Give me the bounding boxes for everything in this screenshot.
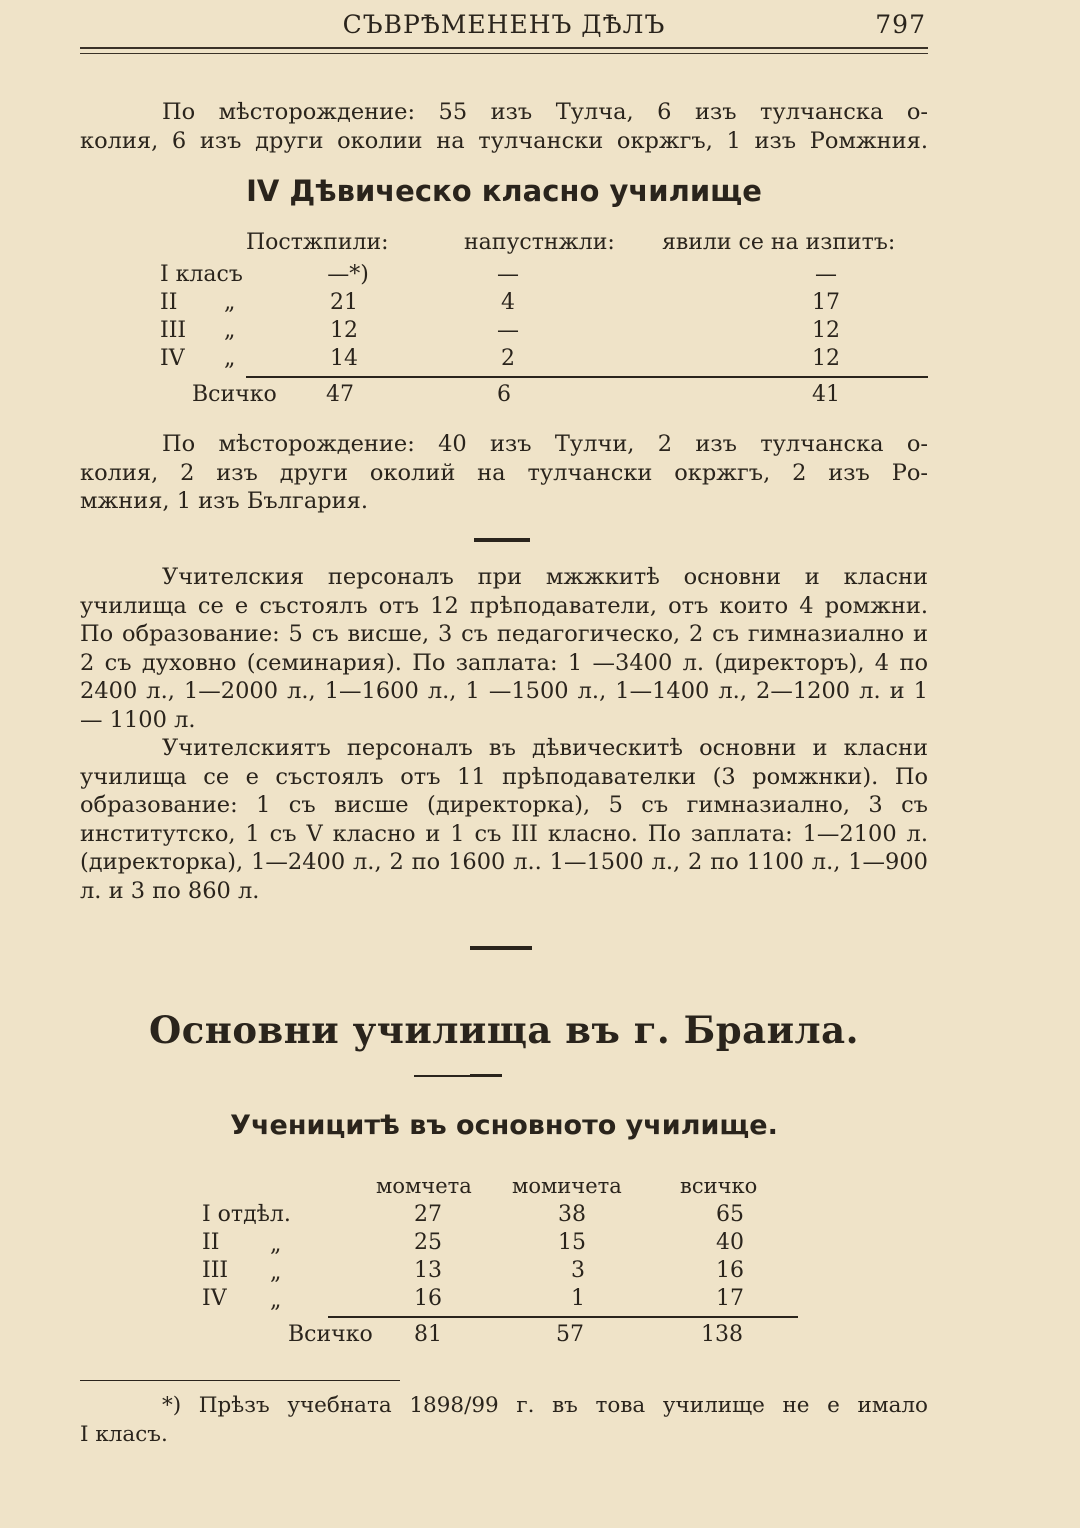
total-boys: 81 (414, 1322, 442, 1347)
ditto-mark: „ (270, 1288, 282, 1313)
col-header-boys: момчета (376, 1174, 472, 1198)
birthplace-paragraph-top (80, 98, 928, 155)
col-header-all: всичко (680, 1174, 758, 1198)
cell-enrolled: —*) (327, 262, 369, 287)
row-label: IV (160, 346, 185, 371)
cell-left: — (497, 318, 519, 343)
ditto-mark: „ (224, 346, 236, 371)
footnote-rule (80, 1380, 400, 1381)
cell-boys: 13 (414, 1258, 442, 1283)
ditto-mark: „ (270, 1260, 282, 1285)
row-label: II (160, 290, 178, 315)
cell-exam: 12 (812, 318, 840, 343)
cell-girls: 3 (571, 1258, 585, 1283)
total-enrolled: 47 (326, 382, 354, 407)
total-girls: 57 (556, 1322, 584, 1347)
text-line: колия, 2 изъ други околий на тулчански окржгъ, 2 изъ Ро- (80, 459, 928, 486)
cell-all: 16 (716, 1258, 744, 1283)
col-header-girls: момичета (512, 1174, 622, 1198)
girls-school-heading: IV Дѣвическо класно училище (246, 174, 762, 208)
section-divider (470, 946, 532, 950)
row-label: I отдѣл. (202, 1202, 291, 1227)
cell-enrolled: 21 (330, 290, 358, 315)
staff-paragraph-girls: Учителскиятъ персоналъ въ дѣвическитѣ основни и класни училища се е състоялъ отъ 11 прѣподавателки (3 ромжнки). По образование: 1 съ висше (директорка), 5 съ гимназиално, 3 съ институтско, 1 съ V класно и 1 съ III класно. По заплата: 1—2100 л. (директорка), 1—2400 л., 2 по 1600 л.. 1—1500 л., 2 по 1100 л., 1—900 л. и 3 по 860 л. (80, 735, 928, 904)
row-label: III (202, 1258, 229, 1283)
running-header (80, 8, 928, 44)
cell-girls: 38 (558, 1202, 586, 1227)
cell-enrolled: 14 (330, 346, 358, 371)
text-line: колия, 6 изъ други околии на тулчански окржгъ, 1 изъ Ромжния. (80, 127, 928, 154)
row-label: II (202, 1230, 220, 1255)
ditto-mark: „ (270, 1232, 282, 1257)
cell-girls: 15 (558, 1230, 586, 1255)
total-all: 138 (701, 1322, 743, 1347)
staff-paragraphs (80, 563, 928, 905)
row-label: IV (202, 1286, 227, 1311)
heading-rule (470, 1074, 502, 1077)
header-rule-top (80, 47, 928, 49)
braila-subheading: Ученицитѣ въ основното училище. (230, 1110, 778, 1141)
total-rule (328, 1316, 798, 1318)
row-label: I класъ (160, 262, 243, 287)
cell-all: 65 (716, 1202, 744, 1227)
page-number: 797 (875, 10, 926, 39)
braila-heading: Основни училища въ г. Браила. (148, 1008, 860, 1052)
cell-enrolled: 12 (330, 318, 358, 343)
col-header-enrolled: Постжпили: (246, 230, 389, 255)
staff-paragraph-boys: Учителския персоналъ при мжжкитѣ основни и класни училища се е състоялъ отъ 12 прѣподаватели, отъ които 4 ромжни. По образование: 5 съ висше, 3 съ педагогическо, 2 съ гимназиално и 2 съ духовно (семинария). По заплата: 1 —3400 л. (директоръ), 4 по 2400 л., 1—2000 л., 1—1600 л., 1 —1500 л., 1—1400 л., 2—1200 л. и 1 — 1100 л. (80, 564, 928, 733)
cell-left: 4 (501, 290, 515, 315)
total-label: Всичко (192, 382, 277, 407)
text-line: мжния, 1 изъ България. (80, 488, 368, 514)
col-header-exam: явили се на изпитъ: (662, 230, 896, 255)
header-rule-bottom (80, 53, 928, 54)
ditto-mark: „ (224, 318, 236, 343)
col-header-left: напустнжли: (464, 230, 615, 255)
birthplace-paragraph-girls (80, 430, 928, 516)
cell-boys: 16 (414, 1286, 442, 1311)
total-exam: 41 (812, 382, 840, 407)
text-line: По мѣсторождение: 55 изъ Тулча, 6 изъ тулчанска о- (162, 99, 928, 125)
cell-exam: 12 (812, 346, 840, 371)
section-divider (474, 538, 530, 542)
total-rule (246, 376, 928, 378)
cell-boys: 25 (414, 1230, 442, 1255)
cell-boys: 27 (414, 1202, 442, 1227)
cell-left: — (497, 262, 519, 287)
footnote-line: I класъ. (80, 1421, 168, 1447)
footnote (80, 1392, 928, 1449)
text-line: По мѣсторождение: 40 изъ Тулчи, 2 изъ тулчанска о- (162, 431, 928, 457)
cell-exam: — (815, 262, 837, 287)
running-title: СЪВРѢМЕНЕНЪ ДѢЛЪ (342, 10, 666, 39)
cell-left: 2 (501, 346, 515, 371)
row-label: III (160, 318, 187, 343)
cell-exam: 17 (812, 290, 840, 315)
total-label: Всичко (288, 1322, 373, 1347)
total-left: 6 (497, 382, 511, 407)
cell-all: 40 (716, 1230, 744, 1255)
cell-girls: 1 (571, 1286, 585, 1311)
cell-all: 17 (716, 1286, 744, 1311)
footnote-line: *) Прѣзъ учебната 1898/99 г. въ това училище не е имало (162, 1393, 928, 1418)
ditto-mark: „ (224, 290, 236, 315)
